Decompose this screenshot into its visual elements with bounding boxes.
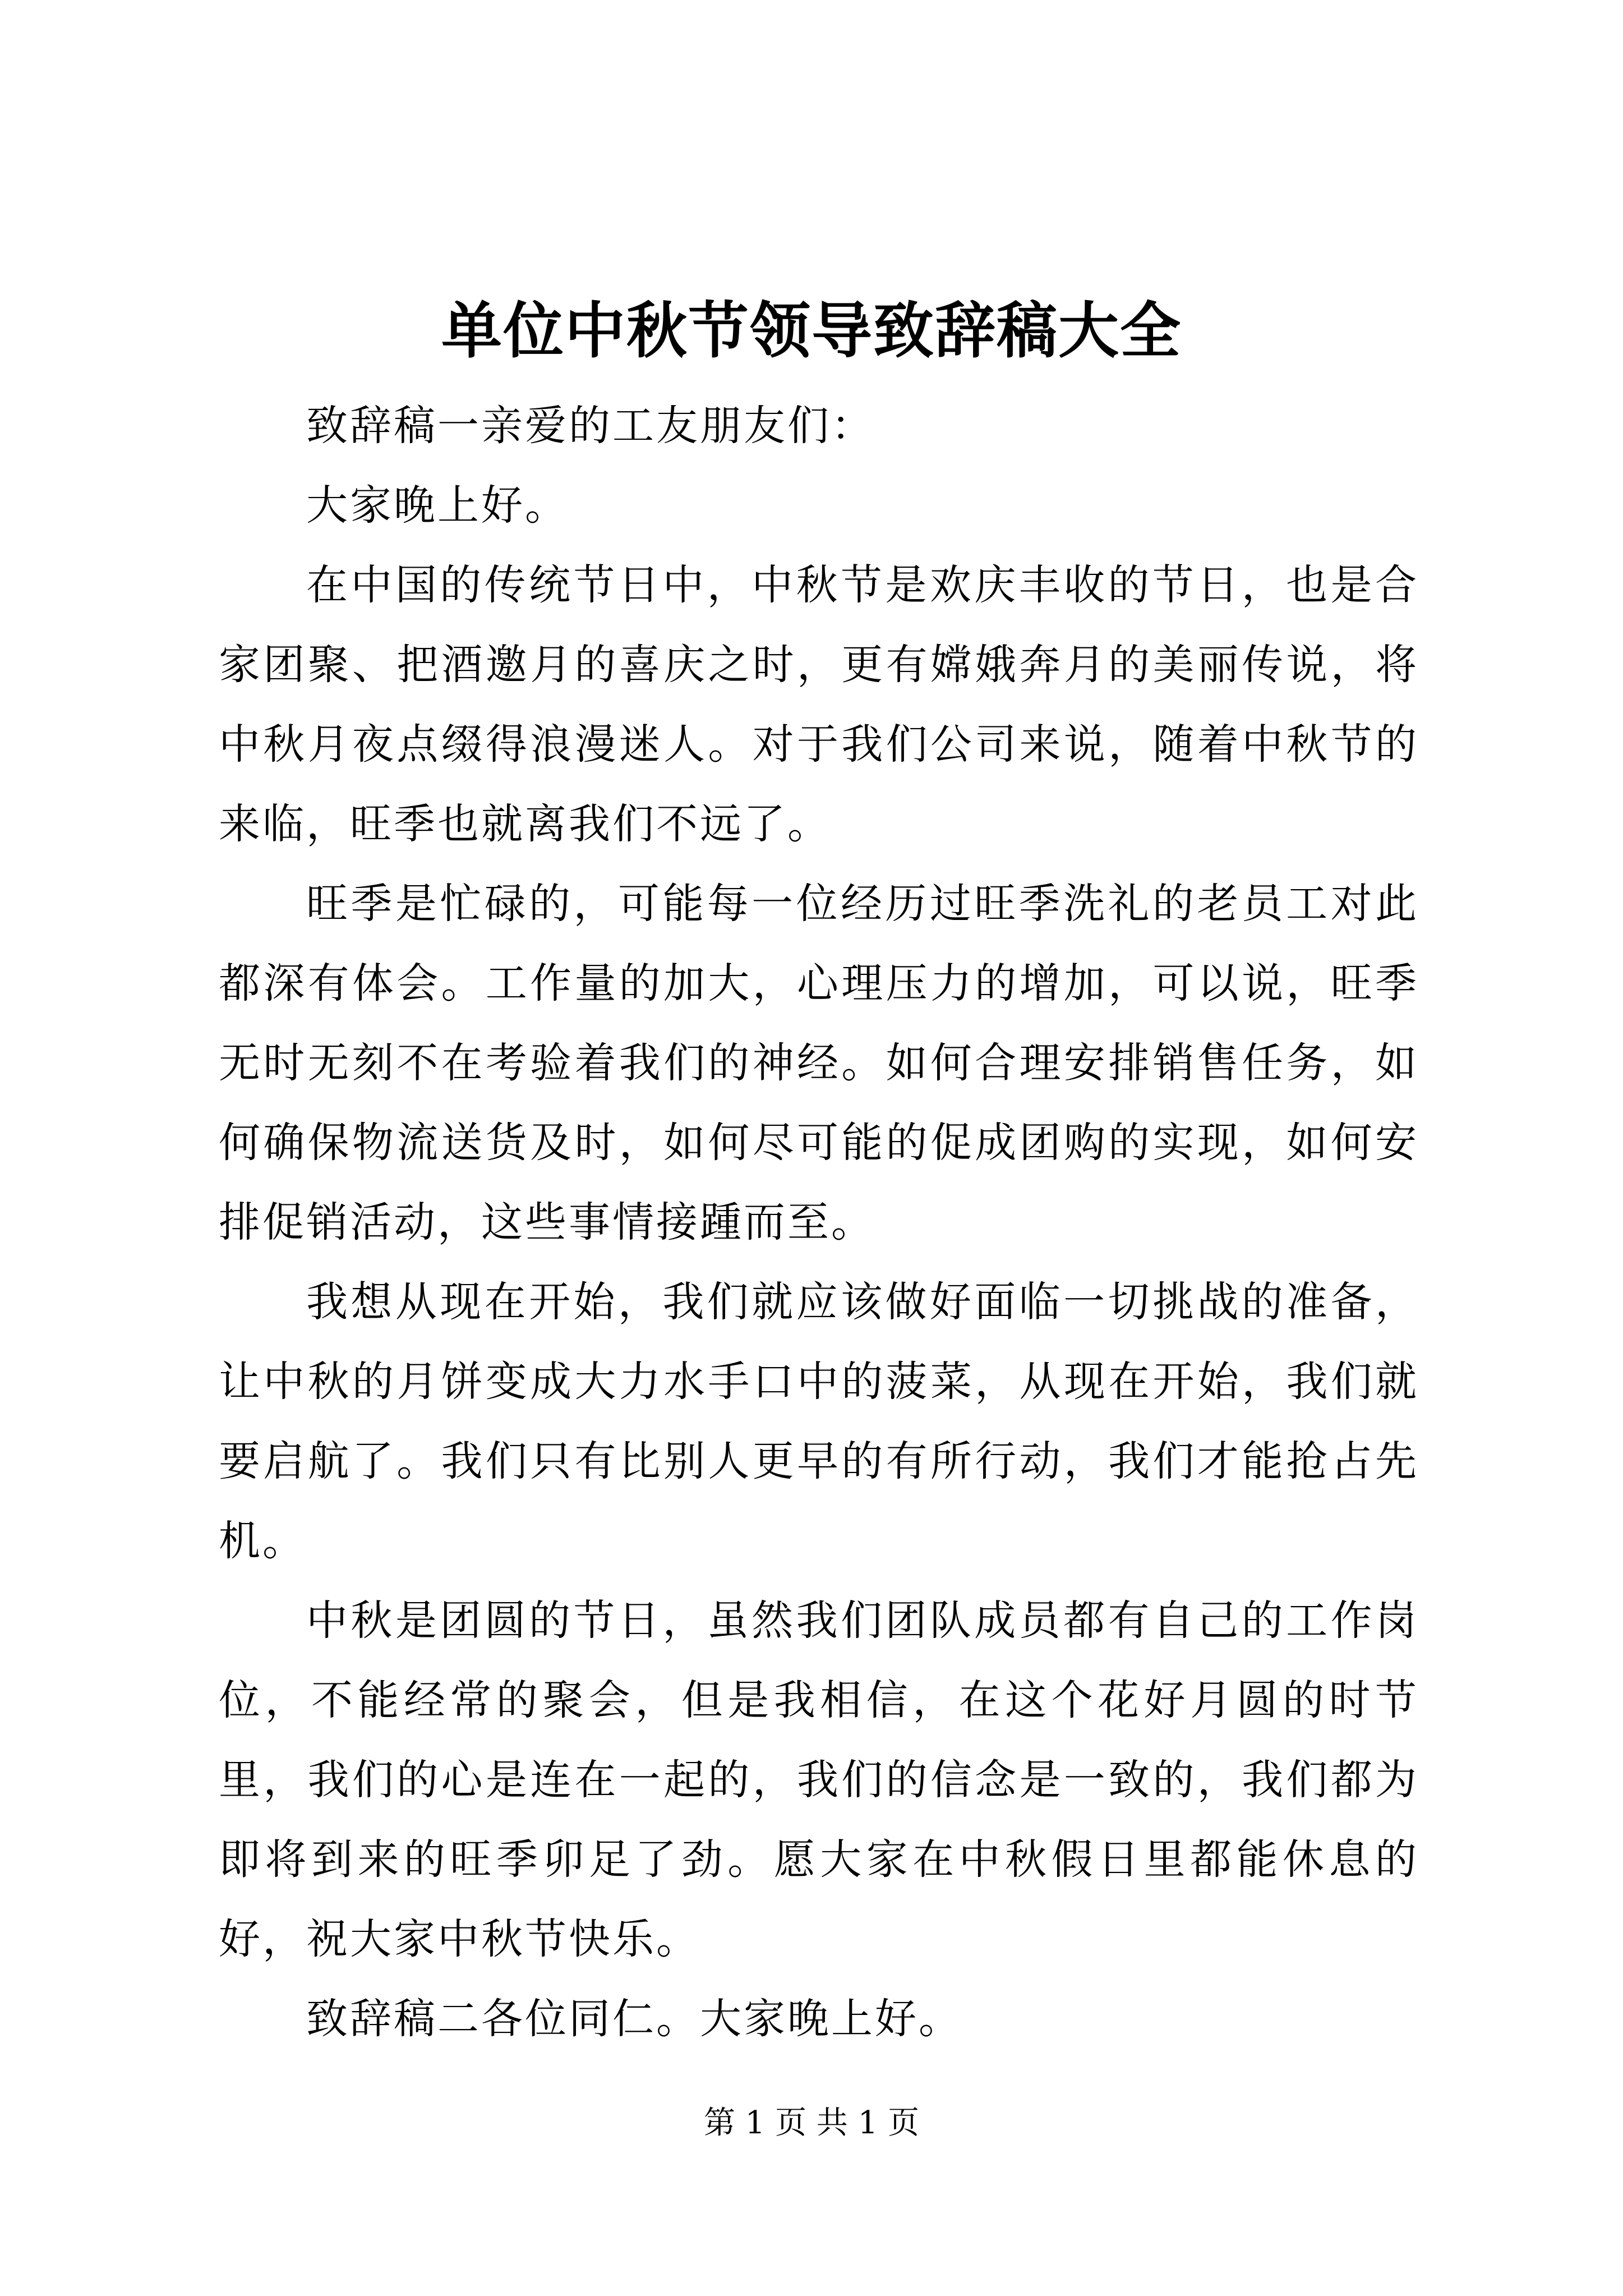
document-body (219, 386, 1419, 2059)
paragraph: 旺季是忙碌的，可能每一位经历过旺季洗礼的老员工对此都深有体会。工作量的加大，心理压力的增加，可以说，旺季无时无刻不在考验着我们的神经。如何合理安排销售任务，如何确保物流送货及时，如何尽可能的促成团购的实现，如何安排促销活动，这些事情接踵而至。 (219, 880, 1419, 1246)
paragraph: 在中国的传统节日中，中秋节是欢庆丰收的节日，也是合家团聚、把酒邀月的喜庆之时，更有嫦娥奔月的美丽传说，将中秋月夜点缀得浪漫迷人。对于我们公司来说，随着中秋节的来临，旺季也就离我们不远了。 (219, 561, 1419, 848)
paragraph: 中秋是团圆的节日，虽然我们团队成员都有自己的工作岗位，不能经常的聚会，但是我相信，在这个花好月圆的时节里，我们的心是连在一起的，我们的信念是一致的，我们都为即将到来的旺季卯足了劲。愿大家在中秋假日里都能休息的好，祝大家中秋节快乐。 (219, 1596, 1419, 1963)
paragraph: 我想从现在开始，我们就应该做好面临一切挑战的准备，让中秋的月饼变成大力水手口中的菠菜，从现在开始，我们就要启航了。我们只有比别人更早的有所行动，我们才能抢占先机。 (219, 1278, 1419, 1565)
paragraph: 致辞稿一亲爱的工友朋友们： (306, 402, 875, 450)
paragraph: 致辞稿二各位同仁。大家晚上好。 (306, 1995, 962, 2043)
paragraph: 大家晚上好。 (306, 481, 569, 530)
page-footer: 第 1 页 共 1 页 (703, 2105, 920, 2141)
document-title: 单位中秋节领导致辞稿大全 (441, 296, 1182, 366)
